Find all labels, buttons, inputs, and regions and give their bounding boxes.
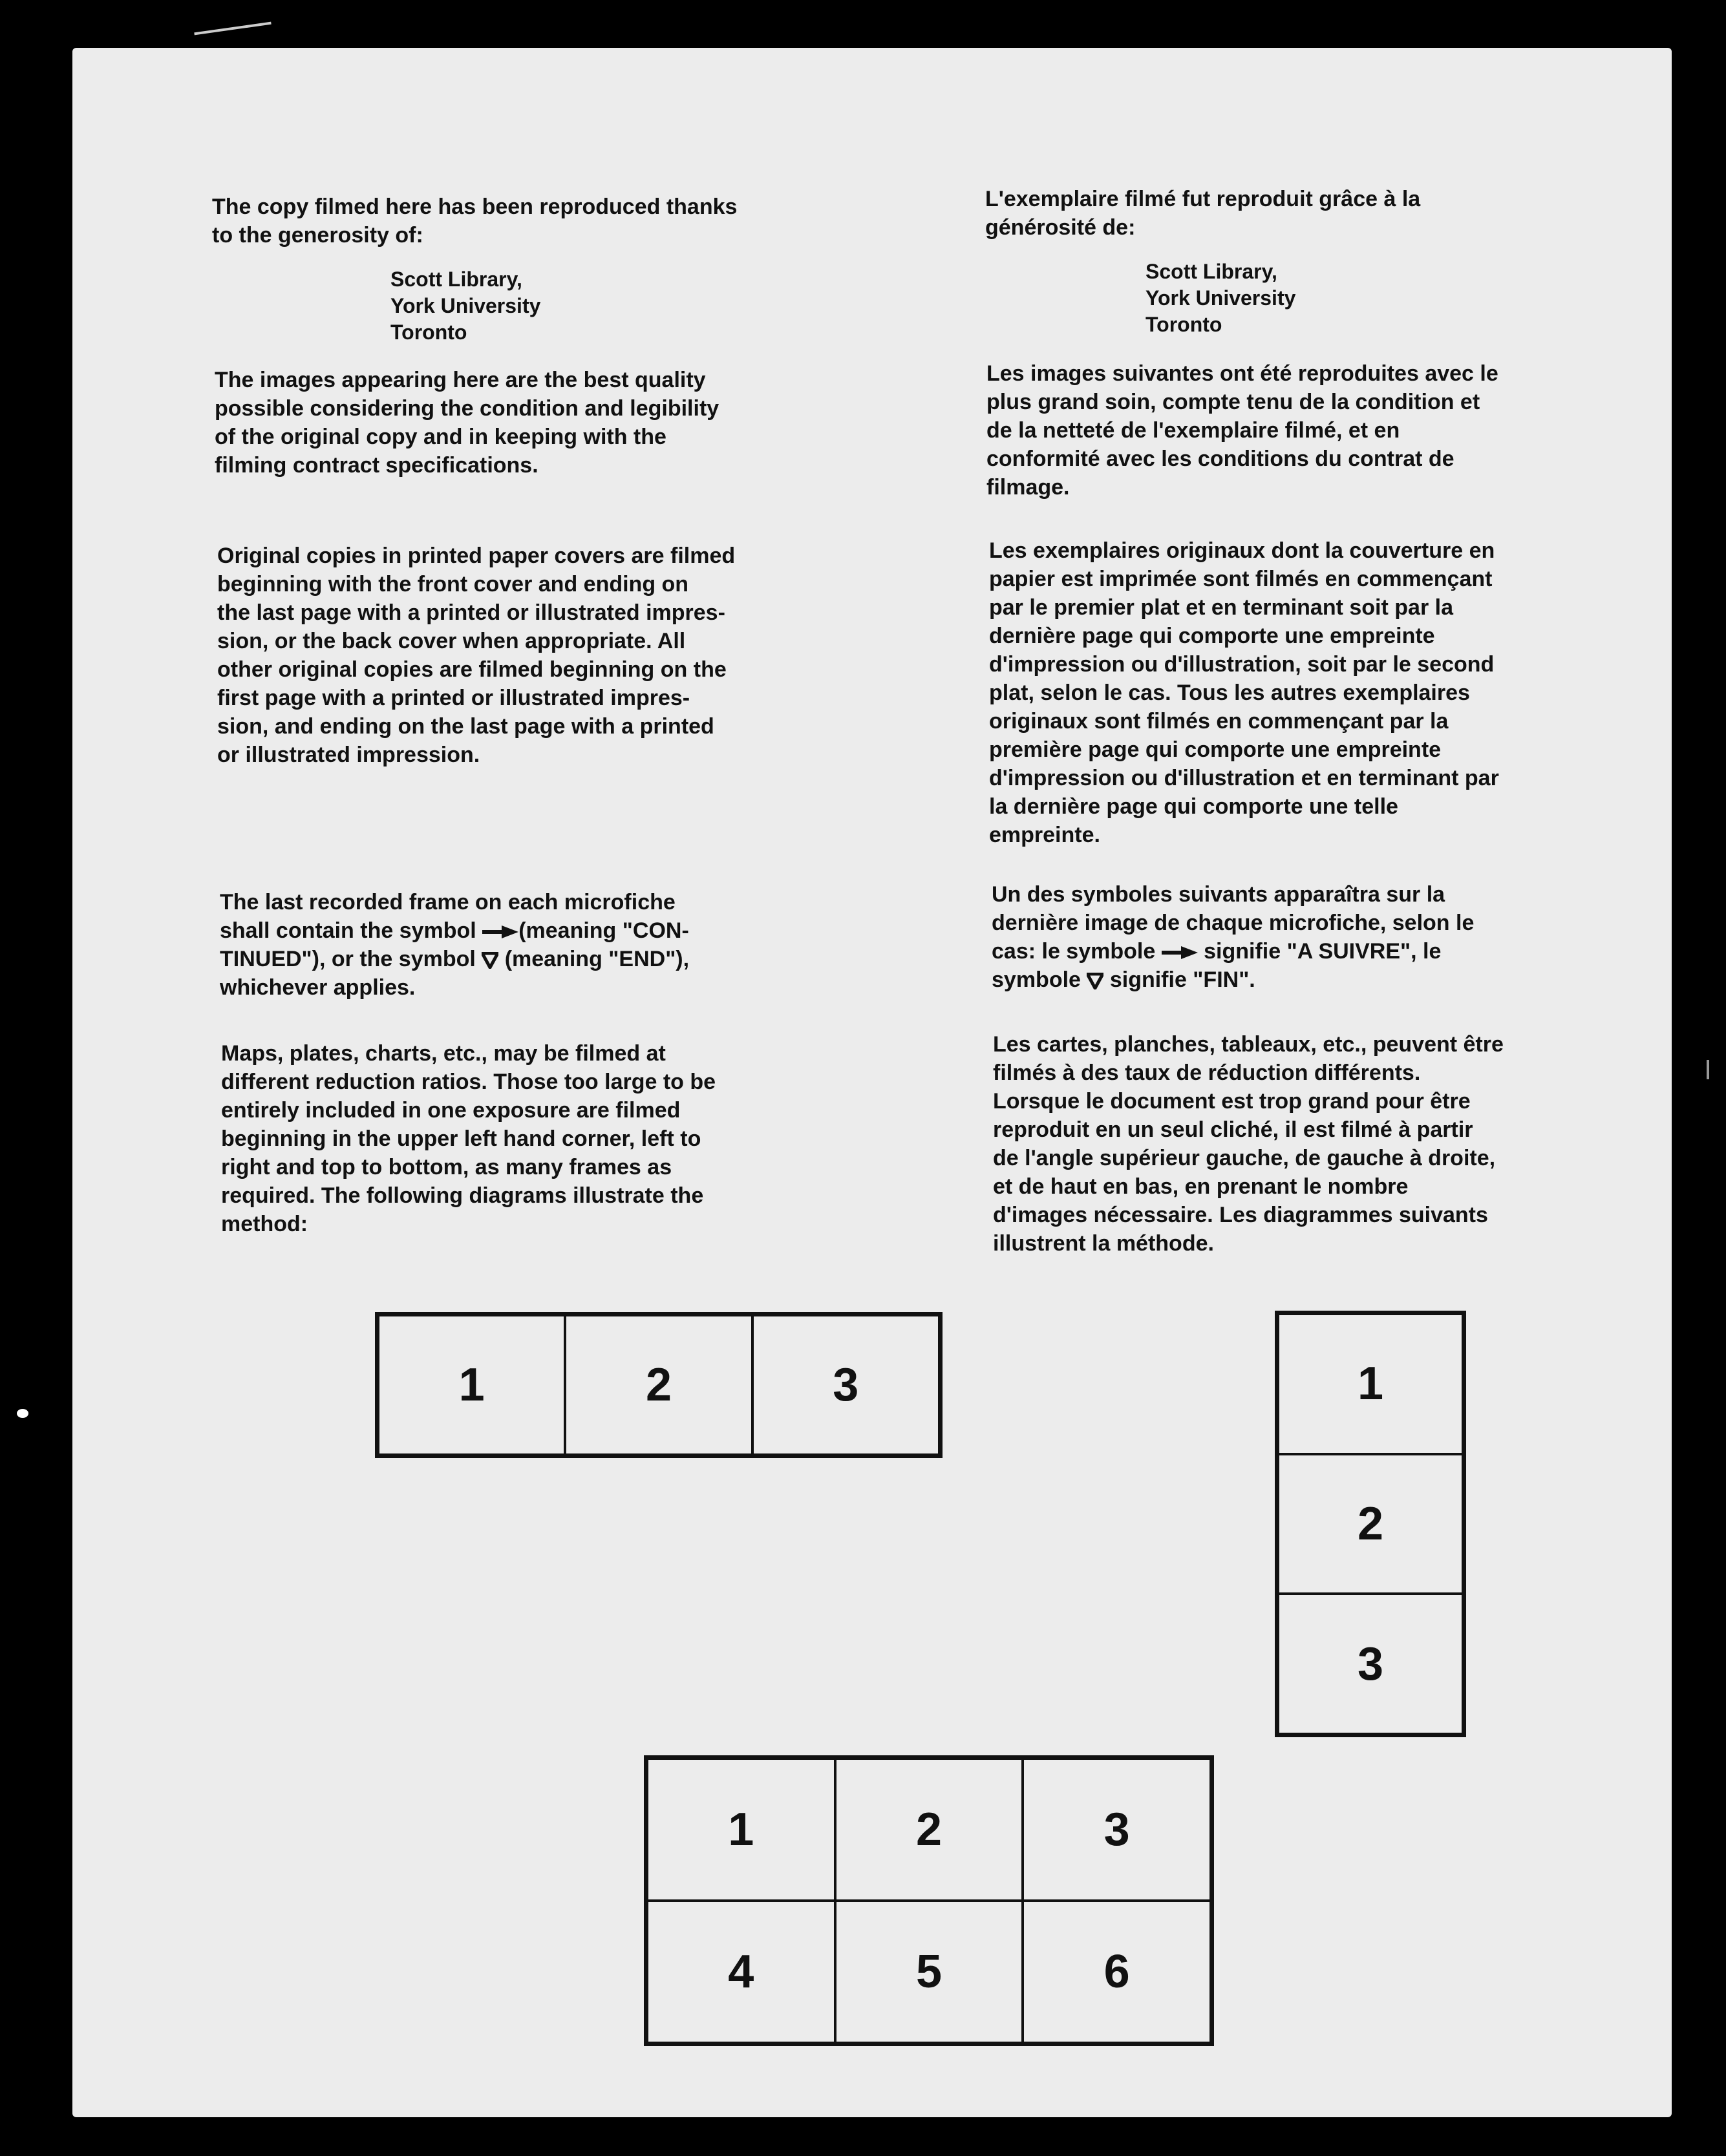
frame-cell: 2	[565, 1315, 752, 1455]
right-symbols-line3	[992, 937, 1474, 966]
frame-cell: 2	[1278, 1454, 1463, 1594]
frame-cell: 1	[647, 1759, 835, 1901]
left-last-frame-paragraph	[220, 888, 689, 1002]
diagram-horizontal-row	[375, 1312, 943, 1458]
right-symbols-line2: dernière image de chaque microfiche, selon le	[992, 911, 1475, 935]
right-symbols-line3a: cas: le symbole	[992, 939, 1162, 964]
film-speck	[194, 22, 271, 36]
film-speck	[17, 1409, 28, 1418]
left-images-paragraph: The images appearing here are the best quality possible considering the condition and legibility of the original copy and in keeping with the filming contract specifications.	[215, 368, 719, 478]
left-last-frame-line2	[220, 916, 689, 945]
left-last-frame-line3a: TINUED"), or the symbol	[220, 947, 482, 971]
left-maps-paragraph: Maps, plates, charts, etc., may be filmed at different reduction ratios. Those too large to be entirely included in one exposure are filmed beginning in the upper left hand corner, left to right and top to bottom, as many frames as required. The following diagrams illustrate the method:	[221, 1041, 716, 1236]
left-originals-paragraph: Original copies in printed paper covers are filmed beginning with the front cover and ending on the last page with a printed or illustrated impres- sion, or the back cover when appropriate. All other original copies are filmed beginning on the first page with a printed or illustrated impres- sion, and ending on the last page with a printed or illustrated impression.	[217, 544, 736, 767]
left-last-frame-line4: whichever applies.	[220, 975, 416, 1000]
left-last-frame-line2a: shall contain the symbol	[220, 918, 483, 943]
left-last-frame-line3	[220, 945, 689, 973]
frame-cell: 3	[1278, 1594, 1463, 1734]
frame-cell: 4	[647, 1901, 835, 2043]
right-images-paragraph: Les images suivantes ont été reproduites avec le plus grand soin, compte tenu de la condition et de la netteté de l'exemplaire filmé, et en conformité avec les conditions du contrat de filmage.	[986, 361, 1498, 500]
right-address: Scott Library, York University Toronto	[1145, 260, 1296, 336]
left-intro: The copy filmed here has been reproduced thanks to the generosity of:	[212, 195, 738, 248]
left-last-frame-line1: The last recorded frame on each microfiche	[220, 890, 676, 914]
film-speck	[1707, 1060, 1709, 1079]
right-symbols-line4	[992, 966, 1474, 994]
frame-cell: 5	[835, 1901, 1023, 2043]
frame-cell: 1	[378, 1315, 565, 1455]
right-maps-paragraph: Les cartes, planches, tableaux, etc., peuvent être filmés à des taux de réduction différents. Lorsque le document est trop grand pour être reproduit en un seul cliché, il est filmé à partir de l'angle supérieur gauche, de gauche à droite, et de haut en bas, en prenant le nombre d'images nécessaire. Les diagrammes suivants illustrent la méthode.	[993, 1032, 1504, 1256]
diagram-vertical-column	[1275, 1311, 1466, 1737]
frame-cell: 3	[752, 1315, 939, 1455]
right-originals-paragraph: Les exemplaires originaux dont la couverture en papier est imprimée sont filmés en commençant par le premier plat et en terminant soit par la dernière page qui comporte une empreinte d'impression ou d'illustration, soit par le second plat, selon le cas. Tous les autres exemplaires originaux sont filmés en commençant par la première page qui comporte une empreinte d'impression ou d'illustration et en terminant par la dernière page qui comporte une telle empreinte.	[989, 538, 1499, 847]
microfiche-target-page	[72, 48, 1672, 2117]
right-symbols-line1: Un des symboles suivants apparaîtra sur la	[992, 882, 1445, 907]
right-symbols-paragraph	[992, 880, 1474, 994]
right-symbols-line3b: signifie "A SUIVRE", le	[1197, 939, 1442, 964]
frame-cell: 2	[835, 1759, 1023, 1901]
right-symbols-line4a: symbole	[992, 967, 1087, 992]
frame-cell: 1	[1278, 1314, 1463, 1454]
triangle-down-icon	[1087, 973, 1103, 989]
arrow-right-icon	[1162, 945, 1198, 960]
diagram-two-by-three	[644, 1755, 1214, 2046]
frame-cell: 6	[1023, 1901, 1211, 2043]
right-symbols-line4b: signifie "FIN".	[1103, 967, 1255, 992]
frame-cell: 3	[1023, 1759, 1211, 1901]
triangle-down-icon	[482, 952, 498, 969]
arrow-right-icon	[482, 924, 518, 940]
left-last-frame-line3b: (meaning "END"),	[498, 947, 690, 971]
right-intro: L'exemplaire filmé fut reproduit grâce à la générosité de:	[985, 187, 1421, 240]
left-last-frame-line2b: (meaning "CON-	[518, 918, 689, 943]
left-address: Scott Library, York University Toronto	[390, 268, 541, 344]
